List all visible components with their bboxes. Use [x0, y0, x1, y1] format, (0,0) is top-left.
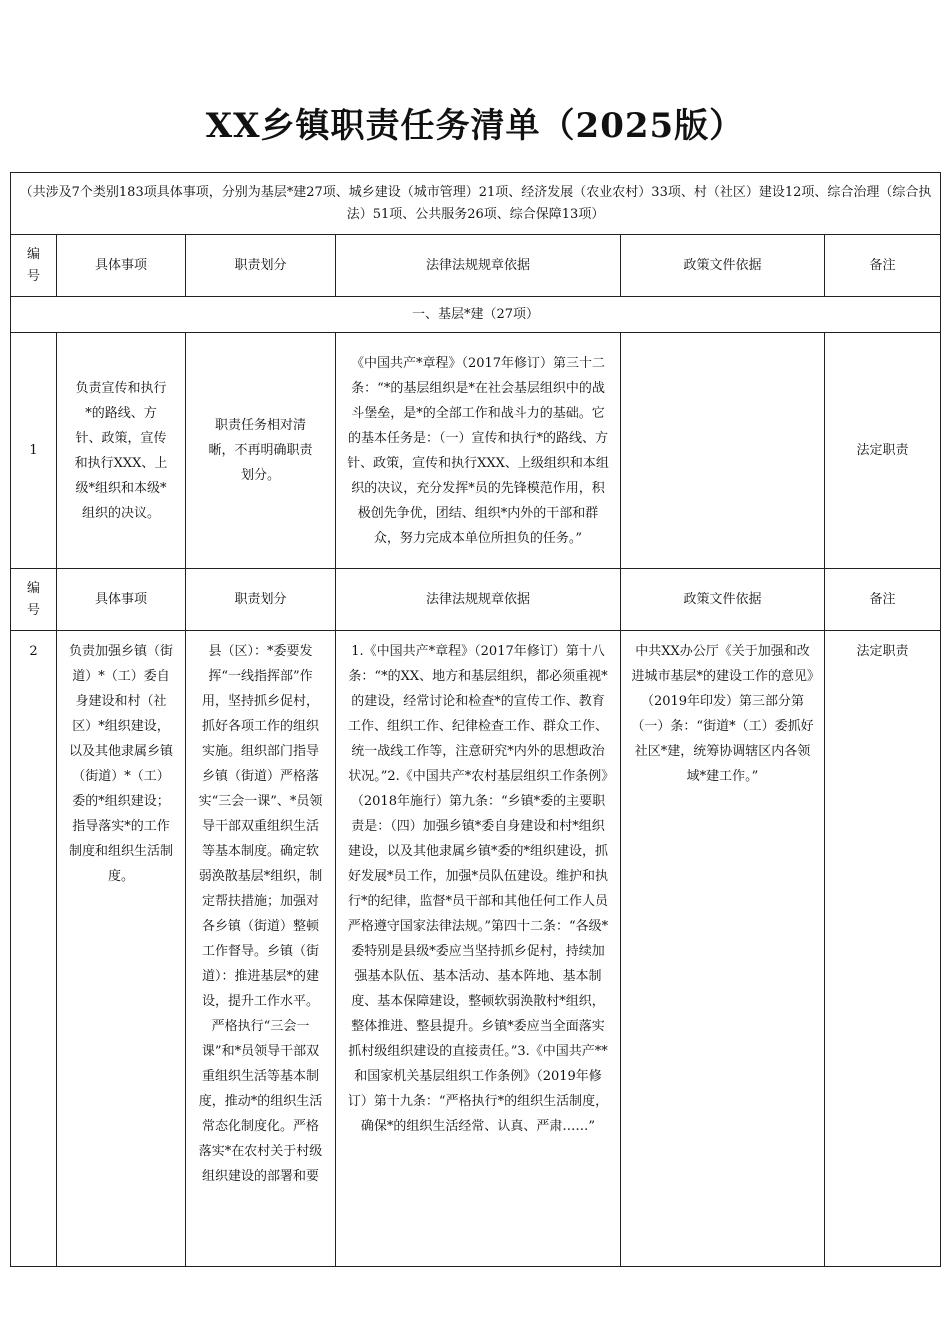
row-item: 负责宣传和执行*的路线、方针、政策，宣传和执行XXX、上级*组织和本级*组织的决议。 [57, 333, 186, 569]
header-division: 职责划分 [186, 569, 336, 631]
header-policy: 政策文件依据 [621, 569, 825, 631]
header-policy: 政策文件依据 [621, 235, 825, 297]
header-num-label: 编号 [26, 246, 40, 284]
row-law: 《中国共产*章程》（2017年修订）第三十二条：“*的基层组织是*在社会基层组织中的战斗堡垒，是*的全部工作和战斗力的基础。它的基本任务是：（一）宣传和执行*的路线、方针、政策，宣传和执行XXX、上级组织和本组织的决议，充分发挥*员的先锋模范作用，积极创先争优，团结、组织*内外的干部和群众，努力完成本单位所担负的任务。” [336, 333, 621, 569]
header-note: 备注 [825, 569, 941, 631]
row-division: 县（区）：*委要发挥“一线指挥部”作用，坚持抓乡促村，抓好各项工作的组织实施。组织部门指导乡镇（街道）严格落实“三会一课”、*员领导干部双重组织生活等基本制度。确定软弱涣散基层*组织，制定帮扶措施；加强对各乡镇（街道）整顿工作督导。乡镇（街道）：推进基层*的建设，提升工作水平。严格执行“三会一课”和*员领导干部双重组织生活等基本制度，推动*的组织生活常态化制度化。严格落实*在农村关于村级组织建设的部署和要 [186, 631, 336, 1267]
header-row [11, 235, 941, 297]
row-division: 职责任务相对清晰，不再明确职责划分。 [186, 333, 336, 569]
header-row-repeat [11, 569, 941, 631]
section-title: 一、基层*建（27项） [11, 297, 941, 333]
row-law: 1.《中国共产*章程》（2017年修订）第十八条：“*的XX、地方和基层组织，都必须重视*的建设，经常讨论和检查*的宣传工作、教育工作、组织工作、纪律检查工作、群众工作、统一战线工作等，注意研究*内外的思想政治状况。”2.《中国共产*农村基层组织工作条例》（2018年施行）第九条：“乡镇*委的主要职责是：（四）加强乡镇*委自身建设和村*组织建设，以及其他隶属乡镇*委的*组织建设，抓好发展*员工作，加强*员队伍建设。维护和执行*的纪律，监督*员干部和其他任何工作人员严格遵守国家法律法规。”第四十二条：“各级*委特别是县级*委应当坚持抓乡促村，持续加强基本队伍、基本活动、基本阵地、基本制度、基本保障建设，整顿软弱涣散村*组织，整体推进、整县提升。乡镇*委应当全面落实抓村级组织建设的直接责任。”3.《中国共产**和国家机关基层组织工作条例》（2019年修订）第十九条：“严格执行*的组织生活制度，确保*的组织生活经常、认真、严肃……” [336, 631, 621, 1267]
header-num [11, 569, 57, 631]
header-note: 备注 [825, 235, 941, 297]
header-item: 具体事项 [57, 569, 186, 631]
header-item: 具体事项 [57, 235, 186, 297]
summary-row [11, 173, 941, 235]
header-num [11, 235, 57, 297]
header-law: 法律法规规章依据 [336, 569, 621, 631]
header-num-label: 编号 [26, 580, 40, 618]
header-division: 职责划分 [186, 235, 336, 297]
section-row [11, 297, 941, 333]
row-note: 法定职责 [825, 333, 941, 569]
row-item: 负责加强乡镇（街道）*（工）委自身建设和村（社区）*组织建设，以及其他隶属乡镇（街道）*（工）委的*组织建设；指导落实*的工作制度和组织生活制度。 [57, 631, 186, 1267]
table-row [11, 333, 941, 569]
summary-text: （共涉及7个类别183项具体事项，分别为基层*建27项、城乡建设（城市管理）21项、经济发展（农业农村）33项、村（社区）建设12项、综合治理（综合执法）51项、公共服务26项、综合保障13项） [11, 173, 941, 235]
header-law: 法律法规规章依据 [336, 235, 621, 297]
row-policy: 中共XX办公厅《关于加强和改进城市基层*的建设工作的意见》（2019年印发）第三部分第（一）条：“街道*（工）委抓好社区*建，统筹协调辖区内各领域*建工作。” [621, 631, 825, 1267]
duty-list-table [10, 172, 941, 1267]
document-title: XX乡镇职责任务清单（2025版） [205, 106, 745, 146]
table-row [11, 631, 941, 1267]
row-num: 2 [11, 631, 57, 1267]
row-num: 1 [11, 333, 57, 569]
row-note: 法定职责 [825, 631, 941, 1267]
row-policy [621, 333, 825, 569]
